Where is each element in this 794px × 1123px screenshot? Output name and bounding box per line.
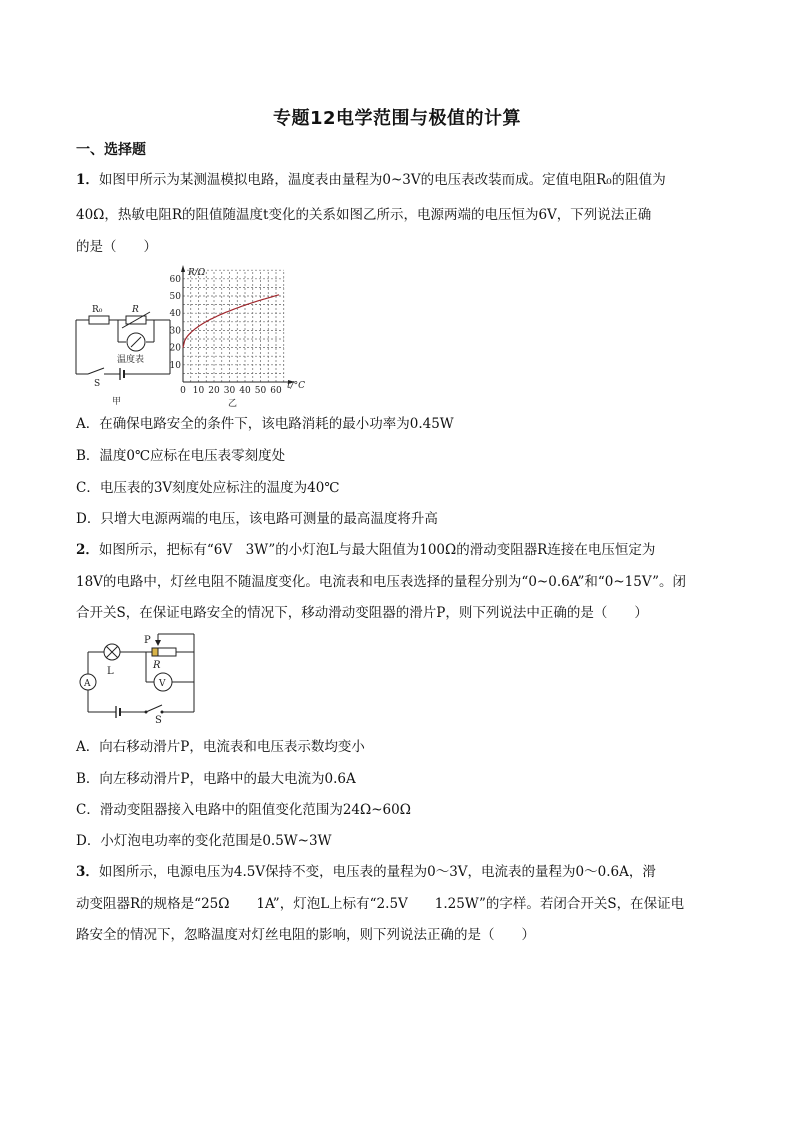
q1-option-c: C．电压表的3V刻度处应标注的温度为40℃ <box>76 480 340 496</box>
y-tick-label: 60 <box>169 274 181 285</box>
ammeter-label: A <box>84 679 91 689</box>
q1-number: 1． <box>76 172 99 188</box>
caption-yi: 乙 <box>228 399 238 409</box>
y-tick-label: 40 <box>169 309 181 320</box>
l-label: L <box>107 666 114 677</box>
y-axis-label: R/Ω <box>188 268 206 278</box>
q2-text1: 如图所示，把标有“6V 3W”的小灯泡L与最大阻值为100Ω的滑动变阻器R连接在电压恒定为 <box>98 542 656 558</box>
y-tick-label: 20 <box>169 343 181 354</box>
x-tick-label: 50 <box>254 386 267 396</box>
r0-resistor <box>89 316 109 324</box>
x-tick-label: 30 <box>223 386 236 396</box>
q1-option-a: A．在确保电路安全的条件下，该电路消耗的最小功率为0.45W <box>76 416 454 432</box>
meter-label: 温度表 <box>117 355 145 365</box>
q1-text1: 如图甲所示为某测温模拟电路，温度表由量程为0~3V的电压表改装而成。定值电阻R₀的阻值为 <box>98 172 666 188</box>
q1-line3: 的是（ ） <box>76 239 157 255</box>
y-tick-label: 10 <box>169 360 181 371</box>
caption-jia: 甲 <box>112 397 122 407</box>
x-axis-label: t/°C <box>287 381 306 391</box>
q3-line3: 路安全的情况下，忽略温度对灯丝电阻的影响，则下列说法正确的是（ ） <box>76 927 535 943</box>
x-tick-label: 60 <box>270 386 282 396</box>
q2-line3: 合开关S，在保证电路安全的情况下，移动滑动变阻器的滑片P，则下列说法中正确的是（ ） <box>76 605 648 621</box>
q3-number: 3． <box>76 864 99 880</box>
q3-text1: 如图所示，电源电压为4.5V保持不变，电压表的量程为0～3V，电流表的量程为0～0.6A，滑 <box>98 864 656 880</box>
y-tick-label: 30 <box>169 326 181 337</box>
r-label: R <box>132 305 139 315</box>
q2-option-b: B．向左移动滑片P，电路中的最大电流为0.6A <box>76 771 356 787</box>
r-label-q2: R <box>153 660 161 671</box>
q3-line2: 动变阻器R的规格是“25Ω 1A”，灯泡L上标有“2.5V 1.25W”的字样。若闭合开关S，在保证电 <box>76 896 685 912</box>
voltmeter-label: V <box>159 679 166 689</box>
q1-rt-graph <box>166 262 316 412</box>
q2-line2: 18V的电路中，灯丝电阻不随温度变化。电流表和电压表选择的量程分别为“0~0.6A”和“0~15V”。闭 <box>76 574 686 590</box>
rt-curve <box>183 295 279 348</box>
q2-number: 2． <box>76 542 99 558</box>
x-tick-label: 0 <box>180 386 186 396</box>
r0-label: R₀ <box>92 305 103 315</box>
page-title: 专题12电学范围与极值的计算 <box>272 108 522 129</box>
y-tick-label: 50 <box>169 292 181 302</box>
q2-option-c: C．滑动变阻器接入电路中的阻值变化范围为24Ω~60Ω <box>76 802 411 818</box>
q1-line2: 40Ω，热敏电阻R的阻值随温度t变化的关系如图乙所示，电源两端的电压恒为6V，下列说法正确 <box>76 207 652 223</box>
x-tick-label: 10 <box>192 386 205 396</box>
q1-option-d: D．只增大电源两端的电压，该电路可测量的最高温度将升高 <box>76 511 438 527</box>
q2-line1 <box>76 540 655 560</box>
q2-option-d: D．小灯泡电功率的变化范围是0.5W~3W <box>76 833 332 849</box>
q2-option-a: A．向右移动滑片P，电流表和电压表示数均变小 <box>76 739 365 755</box>
q2-circuit-figure <box>74 632 204 724</box>
x-tick-label: 40 <box>239 386 251 396</box>
section-heading: 一、选择题 <box>76 142 146 158</box>
q1-line1 <box>76 170 666 190</box>
p-label: P <box>144 635 151 646</box>
q1-circuit-figure <box>74 296 174 408</box>
q1-option-b: B．温度0℃应标在电压表零刻度处 <box>76 448 286 464</box>
q3-line1 <box>76 862 656 882</box>
x-tick-label: 20 <box>208 386 220 396</box>
switch-label: S <box>94 379 101 389</box>
switch-label-q2: S <box>155 715 162 724</box>
